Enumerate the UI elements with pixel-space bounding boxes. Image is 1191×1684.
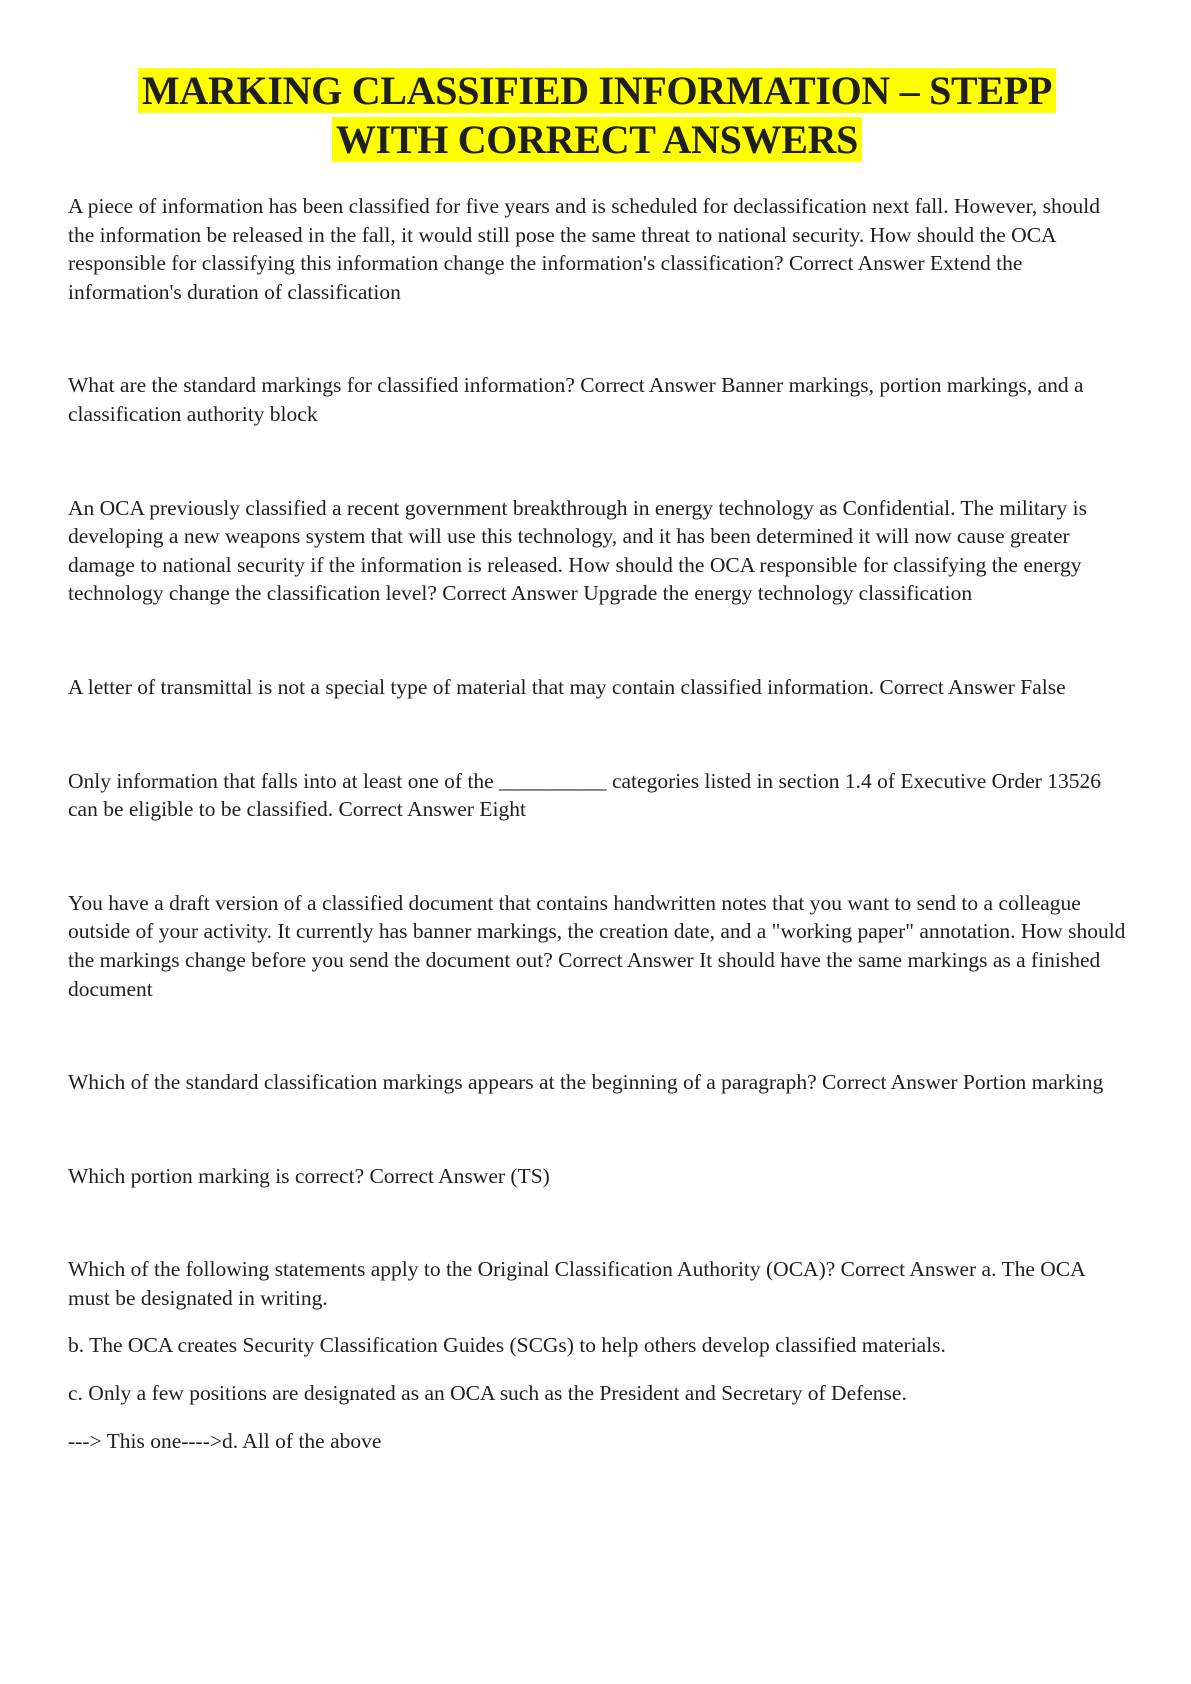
- question-2: What are the standard markings for classified information? Correct Answer Banner markings, portion markings, and a classification authority block: [68, 373, 1084, 426]
- question-1: A piece of information has been classified for five years and is scheduled for declassification next fall. However, should the information be released in the fall, it would still pose the same threat to national security. How should the OCA responsible for classifying this information change the information's classification? Correct Answer Extend the information's duration of classification: [68, 194, 1100, 304]
- answer-option-b: b. The OCA creates Security Classification Guides (SCGs) to help others develop classified materials.: [68, 1333, 946, 1358]
- title-line-1: MARKING CLASSIFIED INFORMATION – STEPP: [138, 68, 1056, 113]
- question-4: A letter of transmittal is not a special type of material that may contain classified information. Correct Answer False: [68, 674, 1066, 699]
- answer-option-c: c. Only a few positions are designated as an OCA such as the President and Secretary of Defense.: [68, 1381, 907, 1406]
- answer-option-d: ---> This one---->d. All of the above: [68, 1428, 382, 1453]
- question-3: An OCA previously classified a recent government breakthrough in energy technology as Confidential. The military is developing a new weapons system that will use this technology, and it has been determined it will now cause greater damage to national security if the information is released. How should the OCA responsible for classifying the energy technology change the classification level? Correct Answer Upgrade the energy technology classification: [68, 495, 1088, 606]
- question-6: You have a draft version of a classified document that contains handwritten notes that you want to send to a colleague outside of your activity. It currently has banner markings, the creation date, and a "working paper" annotation. How should the markings change before you send the document out? Correct Answer It should have the same markings as a finished document: [68, 890, 1126, 1001]
- question-5: Only information that falls into at least one of the __________ categories listed in section 1.4 of Executive Order 13526 can be eligible to be classified. Correct Answer Eight: [68, 768, 1101, 822]
- question-7: Which of the standard classification markings appears at the beginning of a paragraph? Correct Answer Portion marking: [68, 1070, 1104, 1095]
- question-8: Which portion marking is correct? Correct Answer (TS): [68, 1163, 550, 1188]
- question-9: Which of the following statements apply to the Original Classification Authority (OCA)? Correct Answer a. The OCA must be designated in writing.: [68, 1257, 1085, 1310]
- document-title: [68, 66, 1126, 164]
- title-line-2: WITH CORRECT ANSWERS: [332, 117, 862, 162]
